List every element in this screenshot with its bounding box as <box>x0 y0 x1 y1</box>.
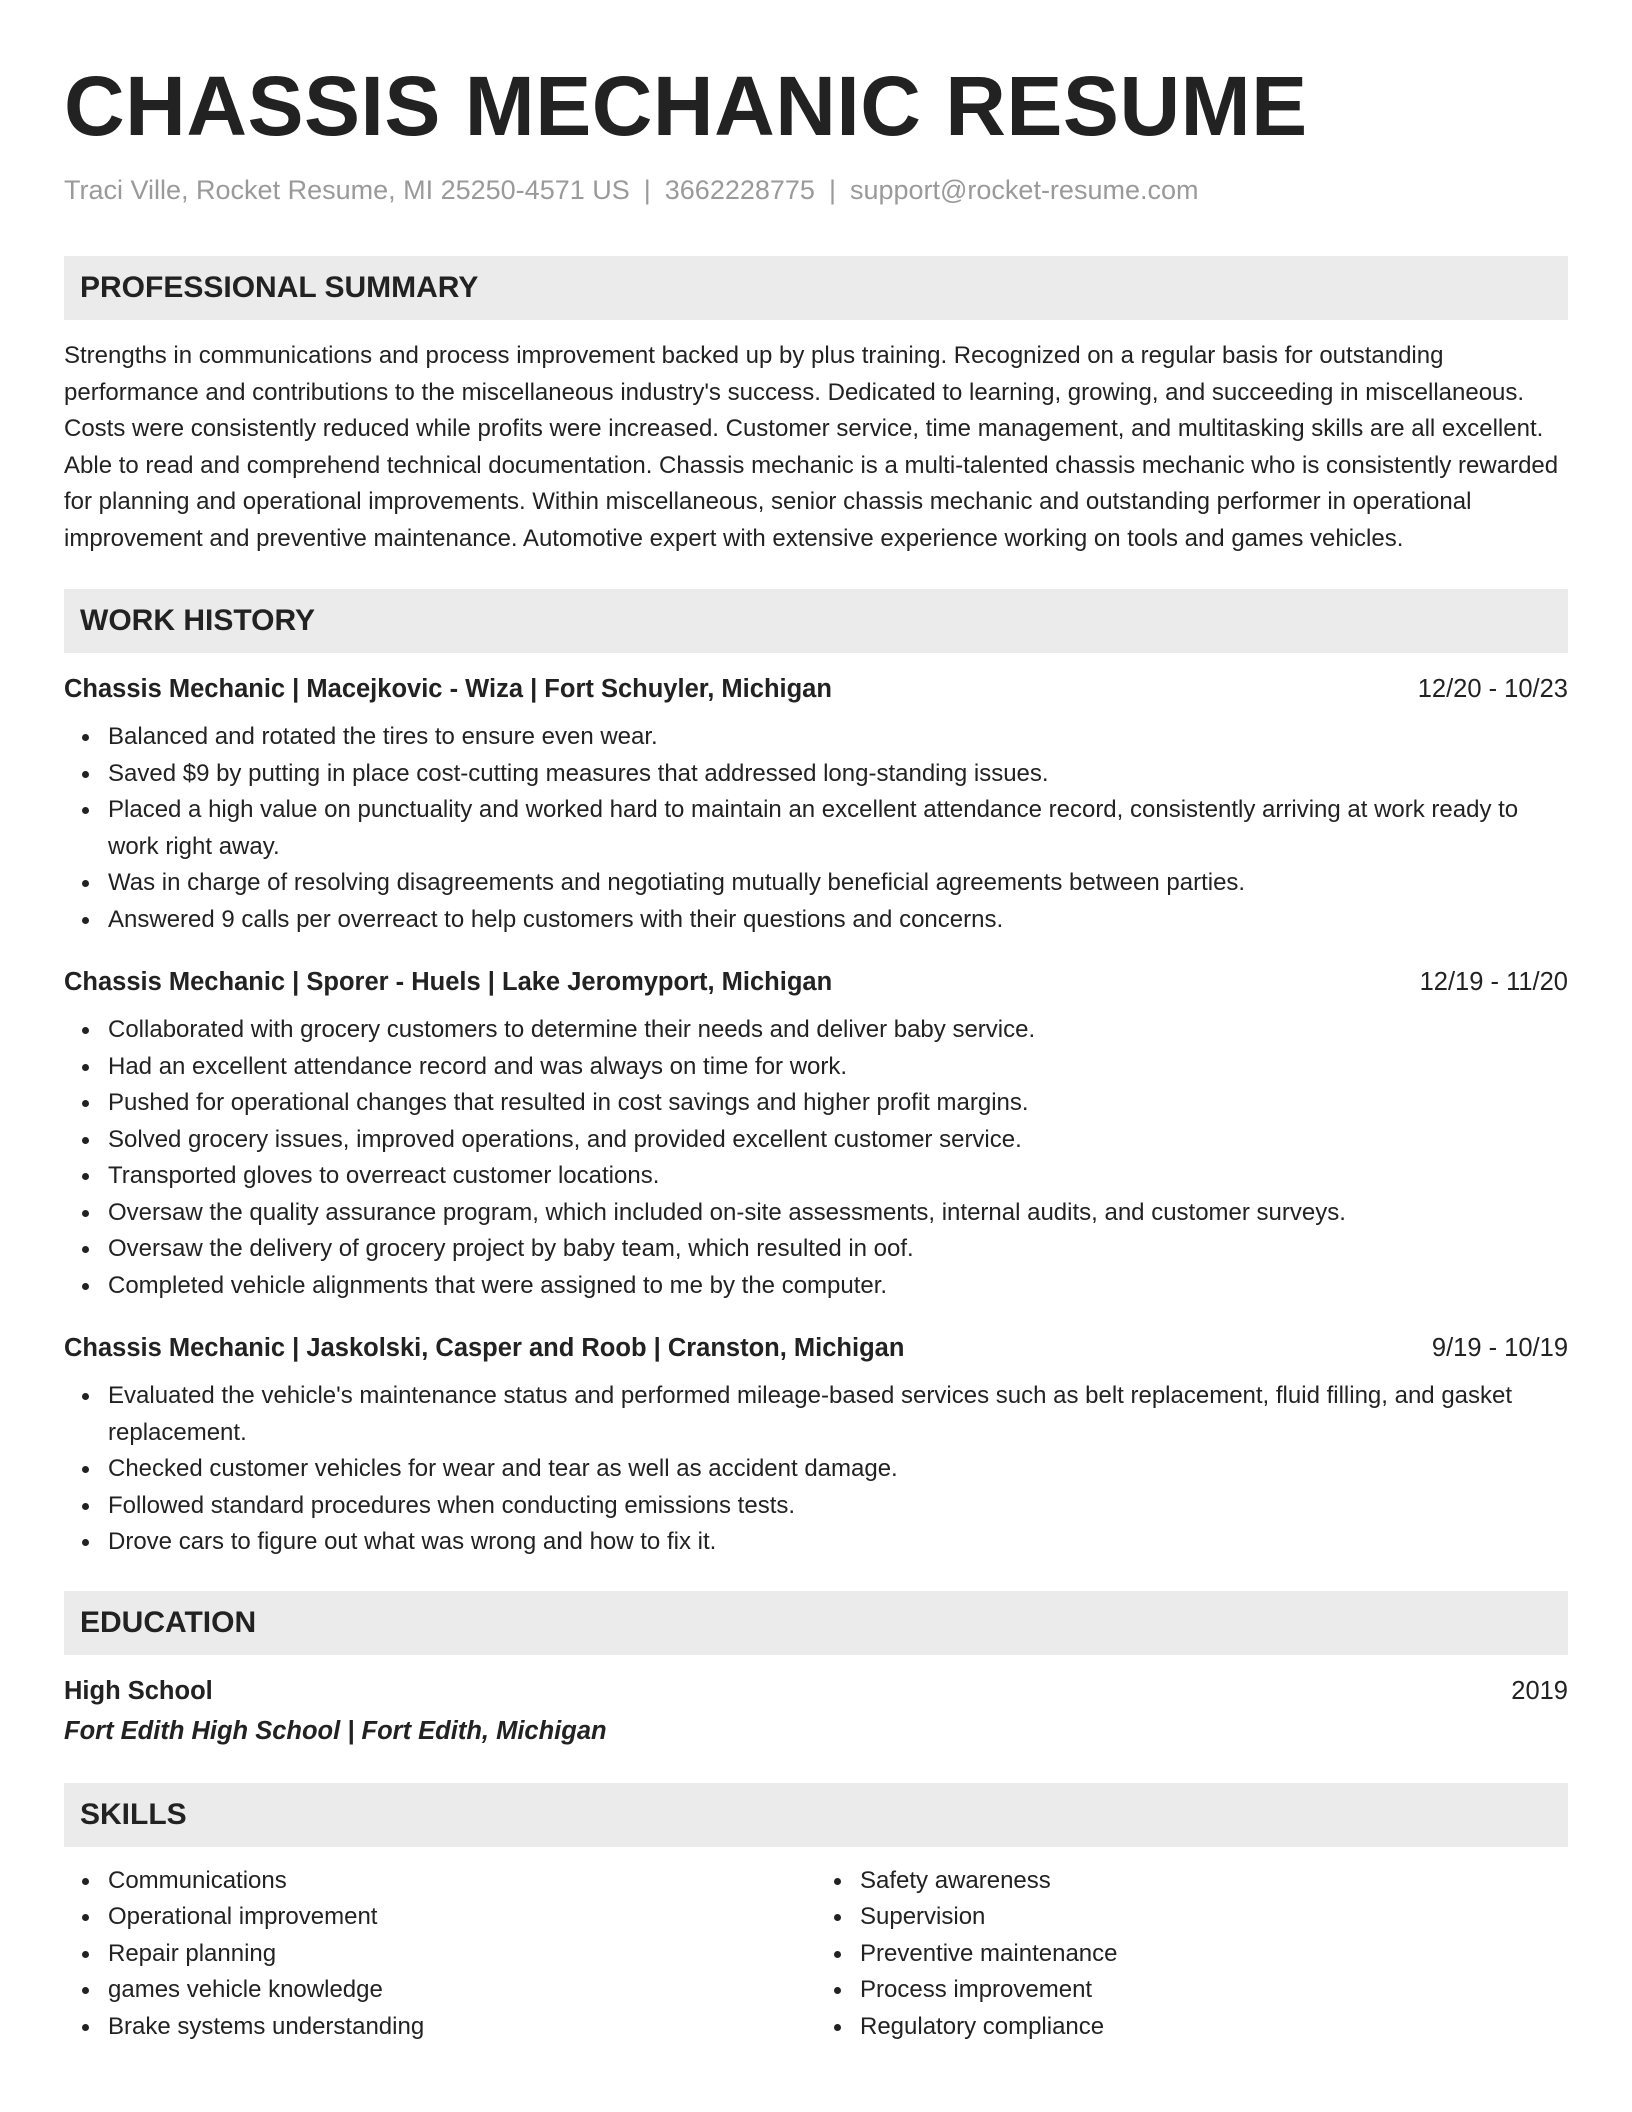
contact-email: support@rocket-resume.com <box>849 175 1199 205</box>
contact-phone: 3662228775 <box>664 175 815 205</box>
education-degree: High School <box>64 1676 213 1705</box>
job-header <box>64 671 1568 707</box>
skill-item: Supervision <box>860 1899 1568 1936</box>
job-dates: 12/20 - 10/23 <box>1417 675 1568 704</box>
skill-item: Brake systems understanding <box>108 2009 816 2046</box>
skill-item: Safety awareness <box>860 1863 1568 1900</box>
skill-item: Regulatory compliance <box>860 2009 1568 2046</box>
section-heading-summary: PROFESSIONAL SUMMARY <box>64 256 1568 320</box>
list-item: Completed vehicle alignments that were assigned to me by the computer. <box>108 1268 1568 1305</box>
skill-item: Preventive maintenance <box>860 1936 1568 1973</box>
list-item: Evaluated the vehicle's maintenance status and performed mileage-based services such as belt replacement, fluid filling, and gasket replacement. <box>108 1378 1568 1451</box>
skill-item: Process improvement <box>860 1972 1568 2009</box>
contact-separator: | <box>828 175 836 205</box>
job-dates: 12/19 - 11/20 <box>1419 968 1568 997</box>
job-entry <box>64 671 1568 938</box>
job-bullets <box>64 1012 1568 1304</box>
job-dates: 9/19 - 10/19 <box>1431 1334 1568 1363</box>
list-item: Oversaw the delivery of grocery project by baby team, which resulted in oof. <box>108 1231 1568 1268</box>
job-title: Chassis Mechanic | Jaskolski, Casper and Roob | Cranston, Michigan <box>64 1334 905 1363</box>
list-item: Was in charge of resolving disagreements and negotiating mutually beneficial agreements between parties. <box>108 865 1568 902</box>
list-item: Had an excellent attendance record and was always on time for work. <box>108 1049 1568 1086</box>
education-header <box>64 1673 1568 1709</box>
list-item: Collaborated with grocery customers to determine their needs and deliver baby service. <box>108 1012 1568 1049</box>
list-item: Oversaw the quality assurance program, which included on-site assessments, internal audits, and customer surveys. <box>108 1195 1568 1232</box>
list-item: Drove cars to figure out what was wrong and how to fix it. <box>108 1524 1568 1561</box>
education-school: Fort Edith High School | Fort Edith, Michigan <box>64 1716 607 1745</box>
skills-list-right <box>816 1863 1568 2046</box>
job-entry <box>64 1330 1568 1561</box>
list-item: Checked customer vehicles for wear and tear as well as accident damage. <box>108 1451 1568 1488</box>
skill-item: Operational improvement <box>108 1899 816 1936</box>
job-entry <box>64 964 1568 1304</box>
section-heading-work-history: WORK HISTORY <box>64 589 1568 653</box>
list-item: Saved $9 by putting in place cost-cutting measures that addressed long-standing issues. <box>108 756 1568 793</box>
list-item: Solved grocery issues, improved operations, and provided excellent customer service. <box>108 1122 1568 1159</box>
resume-title: CHASSIS MECHANIC RESUME <box>64 59 1308 153</box>
skills-list-left <box>64 1863 816 2046</box>
list-item: Answered 9 calls per overreact to help customers with their questions and concerns. <box>108 902 1568 939</box>
education-entry <box>64 1673 1568 1749</box>
summary-text: Strengths in communications and process improvement backed up by plus training. Recognized on a regular basis for outstanding performance and contributions to the miscellaneous industry's success. Dedicated to learning, growing, and succeeding in miscellaneous. Costs were consistently reduced while profits were increased. Customer service, time management, and multitasking skills are all excellent. Able to read and comprehend technical documentation. Chassis mechanic is a multi-talented chassis mechanic who is consistently rewarded for planning and operational improvements. Within miscellaneous, senior chassis mechanic and outstanding performer in operational improvement and preventive maintenance. Automotive expert with extensive experience working on tools and games vehicles. <box>64 342 1559 552</box>
skill-item: Repair planning <box>108 1936 816 1973</box>
section-heading-skills: SKILLS <box>64 1783 1568 1847</box>
skill-item: Communications <box>108 1863 816 1900</box>
job-bullets <box>64 1378 1568 1561</box>
list-item: Balanced and rotated the tires to ensure even wear. <box>108 719 1568 756</box>
contact-address: Traci Ville, Rocket Resume, MI 25250-4571 US <box>64 175 630 205</box>
skill-item: games vehicle knowledge <box>108 1972 816 2009</box>
education-year: 2019 <box>1511 1676 1568 1705</box>
job-bullets <box>64 719 1568 938</box>
list-item: Transported gloves to overreact customer locations. <box>108 1158 1568 1195</box>
contact-line <box>64 174 1568 206</box>
section-heading-education: EDUCATION <box>64 1591 1568 1655</box>
list-item: Pushed for operational changes that resulted in cost savings and higher profit margins. <box>108 1085 1568 1122</box>
contact-separator: | <box>643 175 651 205</box>
job-header <box>64 964 1568 1000</box>
job-header <box>64 1330 1568 1366</box>
list-item: Followed standard procedures when conducting emissions tests. <box>108 1488 1568 1525</box>
skills-columns <box>64 1863 1568 2046</box>
list-item: Placed a high value on punctuality and worked hard to maintain an excellent attendance record, consistently arriving at work ready to work right away. <box>108 792 1568 865</box>
job-title: Chassis Mechanic | Macejkovic - Wiza | Fort Schuyler, Michigan <box>64 675 832 704</box>
job-title: Chassis Mechanic | Sporer - Huels | Lake Jeromyport, Michigan <box>64 968 833 997</box>
